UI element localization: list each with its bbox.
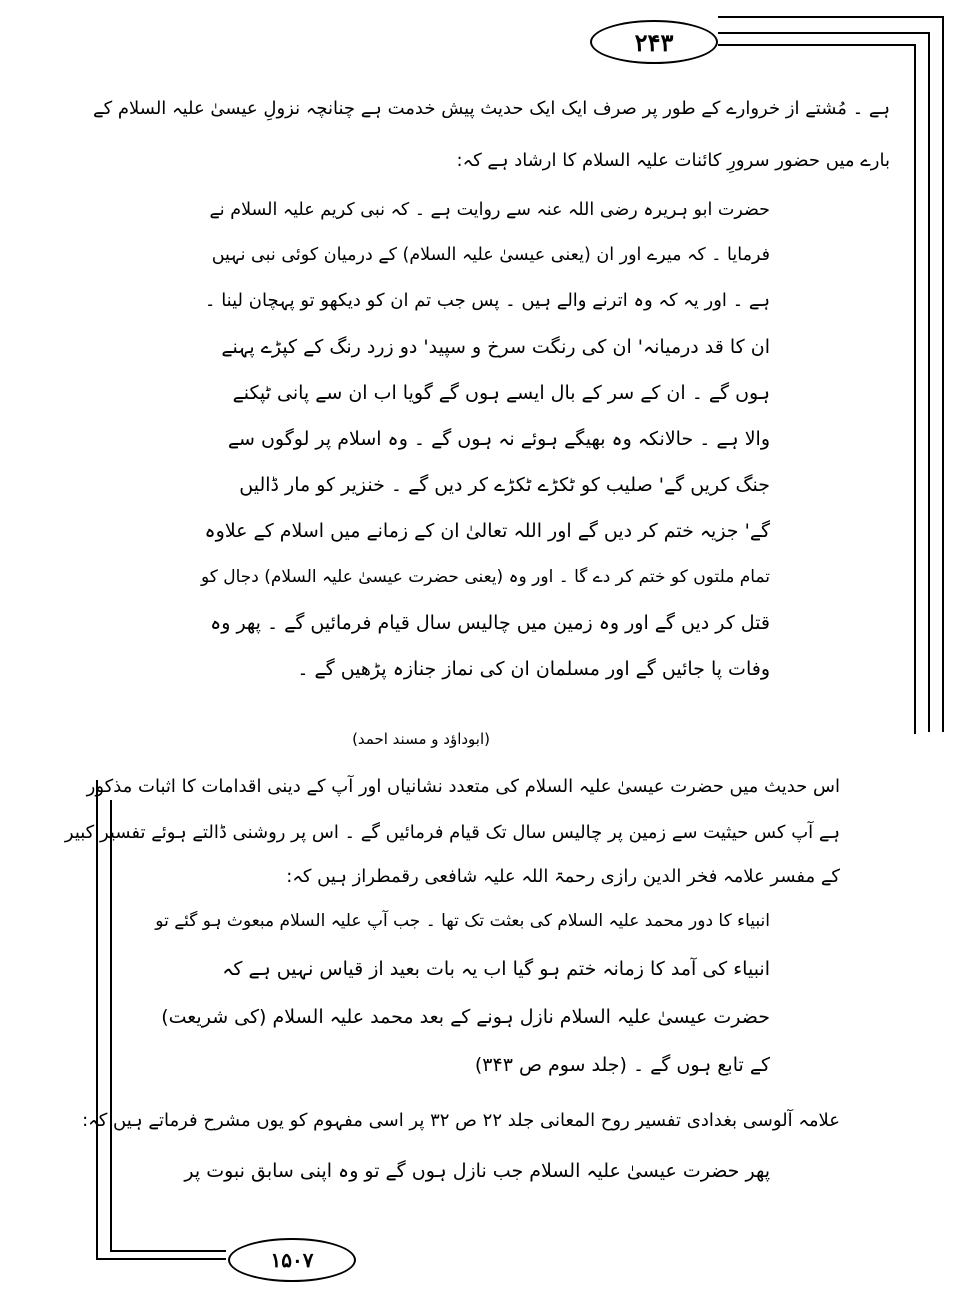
hadith-line: والا ہے ۔ حالانکہ وہ بھیگے ہوئے نہ ہوں گے ۔ وہ اسلام پر لوگوں سے <box>227 428 770 450</box>
border-rule <box>942 16 944 732</box>
razi-quote-line: کے تابع ہوں گے ۔ (جلد سوم ص ۳۴۳) <box>474 1054 770 1076</box>
razi-quote-line: حضرت عیسیٰ علیہ السلام نازل ہونے کے بعد محمد علیہ السلام (کی شریعت) <box>161 1006 770 1028</box>
hadith-line: حضرت ابو ہریرہ رضی اللہ عنہ سے روایت ہے ۔ کہ نبی کریم علیہ السلام نے <box>209 200 770 220</box>
hadith-line: تمام ملتوں کو ختم کر دے گا ۔ اور وہ (یعنی حضرت عیسیٰ علیہ السلام) دجال کو <box>200 567 770 587</box>
hadith-line: جنگ کریں گے' صلیب کو ٹکڑے ٹکڑے کر دیں گے ۔ خنزیر کو مار ڈالیں <box>239 474 770 496</box>
hadith-line: فرمایا ۔ کہ میرے اور ان (یعنی عیسیٰ علیہ السلام) کے درمیان کوئی نبی نہیں <box>211 245 770 265</box>
hadith-line: ہوں گے ۔ ان کے سر کے بال ایسے ہوں گے گویا اب ان سے پانی ٹپکنے <box>232 382 770 404</box>
hadith-line: وفات پا جائیں گے اور مسلمان ان کی نماز جنازہ پڑھیں گے ۔ <box>297 658 770 680</box>
page-number-top: ۲۴۳ <box>590 20 718 64</box>
commentary-line: اس حدیث میں حضرت عیسیٰ علیہ السلام کی متعدد نشانیاں اور آپ کے دینی اقدامات کا اثبات مذکور <box>86 776 840 797</box>
intro-line: بارے میں حضور سرورِ کائنات علیہ السلام کا ارشاد ہے کہ: <box>456 150 890 171</box>
hadith-line: ان کا قد درمیانہ' ان کی رنگت سرخ و سپید' دو زرد رنگ کے کپڑے پہنے <box>221 336 770 358</box>
razi-quote-line: انبیاء کا دور محمد علیہ السلام کی بعثت تک تھا ۔ جب آپ علیہ السلام مبعوث ہو گئے تو <box>155 911 770 931</box>
hadith-line: ہے ۔ اور یہ کہ وہ اترنے والے ہیں ۔ پس جب تم ان کو دیکھو تو پہچان لینا ۔ <box>204 290 770 311</box>
border-rule <box>718 32 930 34</box>
intro-line: ہے ۔ مُشتے از خروارے کے طور پر صرف ایک ایک حدیث پیش خدمت ہے چنانچہ نزولِ عیسیٰ علیہ السلام کے <box>93 98 890 119</box>
commentary-line: ہے آپ کس حیثیت سے زمین پر چالیس سال تک قیام فرمائیں گے ۔ اس پر روشنی ڈالتے ہوئے تفسیر کبیر <box>64 822 840 843</box>
page-number-bottom: ۱۵۰۷ <box>228 1238 356 1282</box>
border-rule <box>914 44 916 734</box>
commentary-line: کے مفسر علامہ فخر الدین رازی رحمۃ اللہ علیہ شافعی رقمطراز ہیں کہ: <box>286 866 840 887</box>
hadith-line: گے' جزیہ ختم کر دیں گے اور اللہ تعالیٰ ان کے زمانے میں اسلام کے علاوہ <box>204 520 770 542</box>
alusi-line: پھر حضرت عیسیٰ علیہ السلام جب نازل ہوں گے تو وہ اپنی سابق نبوت پر <box>184 1160 770 1182</box>
border-rule <box>96 1258 226 1260</box>
border-rule <box>928 32 930 732</box>
hadith-source: (ابوداؤد و مسند احمد) <box>352 730 490 748</box>
border-rule <box>718 16 944 18</box>
hadith-line: قتل کر دیں گے اور وہ زمین میں چالیس سال قیام فرمائیں گے ۔ پھر وہ <box>210 612 770 634</box>
border-rule <box>96 780 98 1260</box>
razi-quote-line: انبیاء کی آمد کا زمانہ ختم ہو گیا اب یہ بات بعید از قیاس نہیں ہے کہ <box>222 958 770 980</box>
border-rule <box>110 1250 226 1252</box>
alusi-line: علامہ آلوسی بغدادی تفسیر روح المعانی جلد ۲۲ ص ۳۲ پر اسی مفہوم کو یوں مشرح فرماتے ہیں کہ: <box>82 1110 840 1131</box>
border-rule <box>718 44 916 46</box>
